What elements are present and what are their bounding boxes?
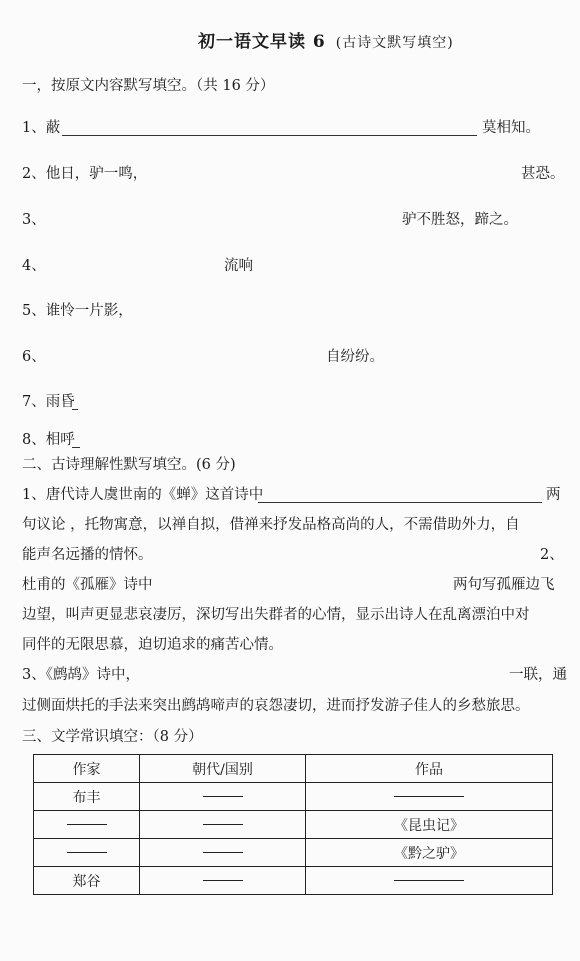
item-1-suffix: 莫相知。 — [482, 120, 540, 136]
item-8-blank[interactable] — [72, 447, 80, 448]
cell-dynasty[interactable] — [140, 867, 306, 895]
header-dynasty: 朝代/国别 — [140, 755, 306, 783]
q1-start: 1、唐代诗人虞世南的《蝉》这首诗中 — [22, 487, 264, 503]
section2-heading: 二、古诗理解性默写填空。(6 分) — [22, 457, 236, 473]
cell-dynasty[interactable] — [140, 783, 306, 811]
item-8-prefix: 8、相呼 — [22, 432, 75, 448]
cell-author: 郑谷 — [34, 867, 140, 895]
item-6-suffix: 自纷纷。 — [326, 349, 384, 365]
title-sub: (古诗文默写填空) — [335, 35, 454, 51]
q1-line2: 句议论 ，托物寓意，以禅自拟，借禅来抒发品格高尚的人，不需借助外力，自 — [22, 517, 520, 533]
item-1-blank[interactable] — [62, 135, 477, 136]
fill-line — [203, 824, 243, 825]
header-work: 作品 — [306, 755, 553, 783]
title-main: 初一语文早读 6 — [198, 32, 326, 52]
fill-line — [203, 852, 243, 853]
item-6-prefix: 6、 — [22, 349, 46, 365]
fill-line — [67, 824, 107, 825]
item-4-prefix: 4、 — [22, 258, 46, 274]
fill-line — [203, 796, 243, 797]
section3-heading: 三、文学常识填空：（8 分） — [22, 729, 203, 745]
q2-line3: 同伴的无限思慕，迫切追求的痛苦心情。 — [22, 637, 283, 653]
cell-work[interactable] — [306, 783, 553, 811]
q3-start: 3、《鹧鸪》诗中， — [22, 667, 140, 683]
fill-line — [67, 852, 107, 853]
table-row — [34, 811, 553, 839]
q2-line2: 边望，叫声更显悲哀凄厉，深切写出失群者的心情，显示出诗人在乱离漂泊中对 — [22, 607, 530, 623]
table-header-row — [34, 755, 553, 783]
item-3-prefix: 3、 — [22, 212, 46, 228]
table-row — [34, 783, 553, 811]
q2-start: 杜甫的《孤雁》诗中 — [22, 577, 153, 593]
q3-end: 一联，通 — [509, 667, 567, 683]
q1-line3: 能声名远播的情怀。 — [22, 547, 153, 563]
q2-end: 两句写孤雁边飞 — [453, 577, 555, 593]
item-2-suffix: 甚恐。 — [521, 166, 565, 182]
cell-author[interactable] — [34, 839, 140, 867]
cell-author: 布丰 — [34, 783, 140, 811]
q1-blank[interactable] — [258, 502, 542, 503]
item-2-prefix: 2、他日，驴一鸣， — [22, 166, 148, 182]
table-row — [34, 839, 553, 867]
table-row — [34, 867, 553, 895]
fill-line — [203, 880, 243, 881]
cell-work: 《昆虫记》 — [306, 811, 553, 839]
cell-work[interactable] — [306, 867, 553, 895]
page-title — [198, 33, 454, 52]
header-author: 作家 — [34, 755, 140, 783]
cell-author[interactable] — [34, 811, 140, 839]
fill-line — [394, 880, 464, 881]
q2-number: 2、 — [540, 547, 564, 563]
literature-table — [33, 754, 553, 895]
cell-dynasty[interactable] — [140, 839, 306, 867]
item-1-prefix: 1、蔽 — [22, 120, 61, 136]
item-4-suffix: 流响 — [224, 258, 253, 274]
cell-work: 《黔之驴》 — [306, 839, 553, 867]
fill-line — [394, 796, 464, 797]
q1-end: 两 — [546, 487, 561, 503]
item-5-prefix: 5、谁怜一片影， — [22, 303, 133, 319]
section1-heading: 一，按原文内容默写填空。（共 16 分） — [22, 78, 275, 94]
item-7-blank[interactable] — [72, 409, 78, 410]
item-3-suffix: 驴不胜怒，蹄之。 — [402, 212, 518, 228]
item-7-prefix: 7、雨昏 — [22, 394, 75, 410]
cell-dynasty[interactable] — [140, 811, 306, 839]
q3-line2: 过侧面烘托的手法来突出鹧鸪啼声的哀怨凄切，进而抒发游子佳人的乡愁旅思。 — [22, 698, 530, 714]
